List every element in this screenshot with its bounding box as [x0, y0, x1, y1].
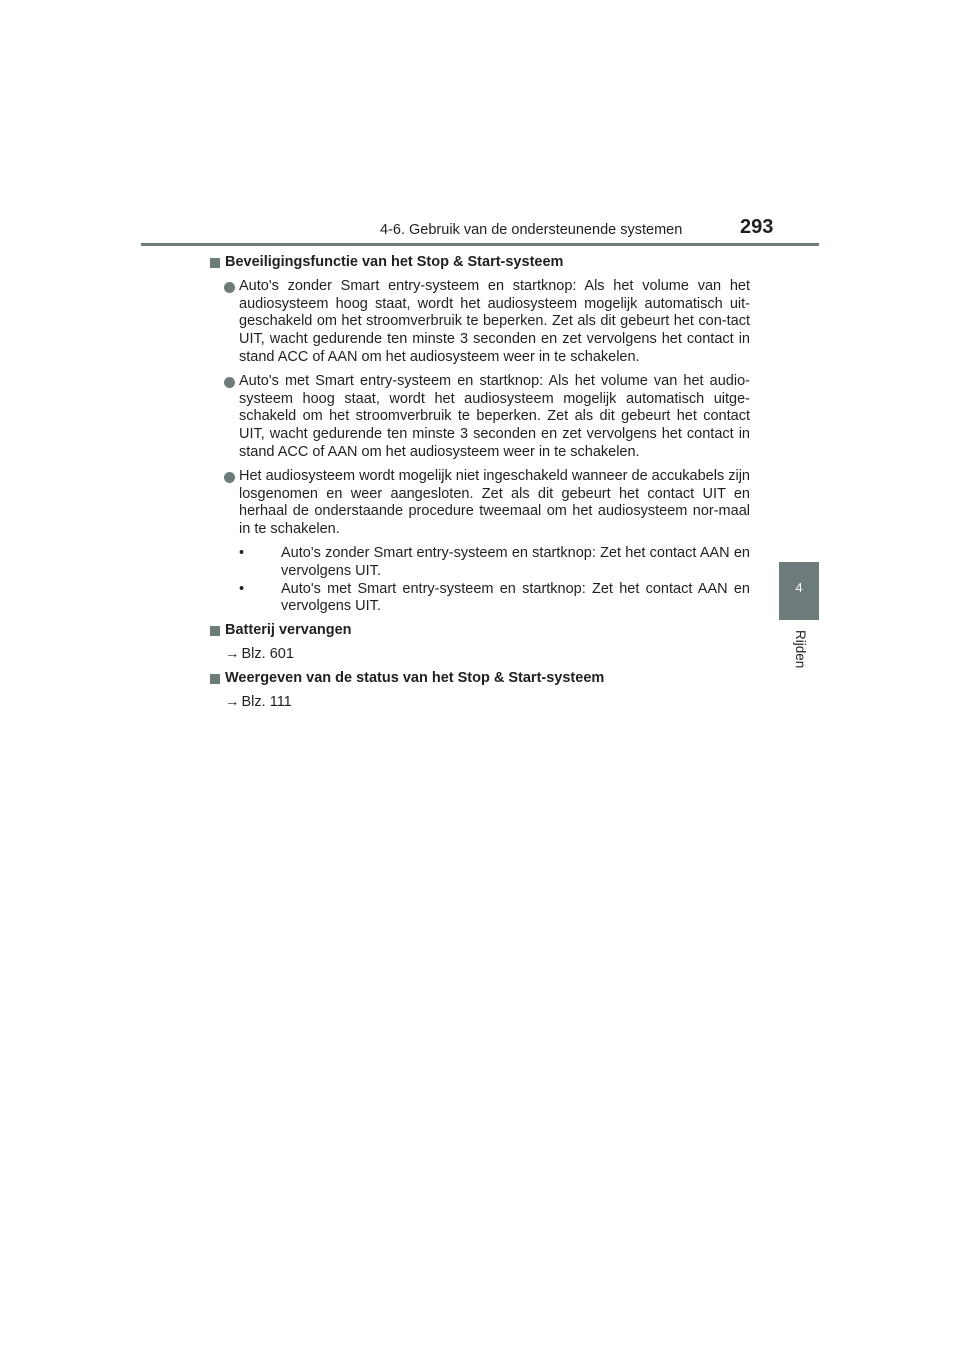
- arrow-right-icon: →: [225, 645, 240, 662]
- heading-text: Batterij vervangen: [225, 622, 352, 639]
- circle-bullet-icon: [224, 282, 235, 293]
- dot-marker-icon: •: [239, 580, 245, 597]
- chapter-tab[interactable]: [779, 562, 819, 620]
- circle-bullet-icon: [224, 377, 235, 388]
- sub-list: [210, 545, 750, 616]
- bullet-item: [210, 373, 750, 462]
- heading-text: Beveiligingsfunctie van het Stop & Start-systeem: [225, 254, 564, 270]
- chapter-tab-number: 4: [795, 580, 803, 595]
- bullet-item: [210, 278, 750, 367]
- square-bullet-icon: [210, 674, 220, 684]
- reference-text: Blz. 111: [241, 693, 292, 710]
- chapter-tab-label: [780, 630, 820, 690]
- header-divider: [141, 243, 819, 246]
- reference-text: Blz. 601: [241, 645, 294, 662]
- arrow-right-icon: →: [225, 693, 240, 710]
- sub-item-text: Auto's zonder Smart entry-systeem en startknop: Zet het contact AAN en vervolgens UIT.: [281, 544, 750, 579]
- heading-text: Weergeven van de status van het Stop & Start-systeem: [225, 669, 605, 686]
- bullet-text: Auto's met Smart entry-systeem en startknop: Als het volume van het audio-systeem hoog staat, wordt het audiosysteem mogelijk automatisch uitge-schakeld om het stroomverbruik te beperken. Zet als dit gebeurt het contact UIT, wacht gedurende ten minste 3 seconden en zet vervolgens het contact in stand ACC of AAN om het audiosysteem weer in te schakelen.: [239, 372, 750, 460]
- bullet-text: Auto's zonder Smart entry-systeem en startknop: Als het volume van het audiosysteem hoog staat, wordt het audiosysteem mogelijk automatisch uit-geschakeld om het stroomverbruik te beperken. Zet als dit gebeurt het con-tact UIT, wacht gedurende ten minste 3 seconden en zet vervolgens het contact in stand ACC of AAN om het audiosysteem weer in te schakelen.: [239, 277, 750, 365]
- section-title: 4-6. Gebruik van de ondersteunende systemen: [380, 222, 683, 238]
- page-reference-link[interactable]: [210, 694, 750, 712]
- square-bullet-icon: [210, 258, 220, 268]
- page-number: 293: [740, 216, 774, 238]
- chapter-tab-label-text: Rijden: [793, 630, 808, 669]
- page-content: [210, 254, 750, 717]
- section-heading-status: [210, 670, 750, 688]
- sub-list-item: [239, 545, 750, 581]
- sub-item-text: Auto's met Smart entry-systeem en startknop: Zet het contact AAN en vervolgens UIT.: [281, 580, 750, 615]
- circle-bullet-icon: [224, 472, 235, 483]
- bullet-text: Het audiosysteem wordt mogelijk niet ingeschakeld wanneer de accukabels zijn losgenomen en weer aangesloten. Zet als dit gebeurt het contact UIT en herhaal de onderstaande procedure tweemaal om het audiosysteem nor-maal in te schakelen.: [239, 467, 750, 538]
- page-reference-link[interactable]: [210, 646, 750, 664]
- section-heading-security: [210, 254, 750, 272]
- sub-list-item: [239, 581, 750, 617]
- dot-marker-icon: •: [239, 544, 245, 561]
- section-heading-battery: [210, 622, 750, 640]
- bullet-item: [210, 468, 750, 539]
- square-bullet-icon: [210, 626, 220, 636]
